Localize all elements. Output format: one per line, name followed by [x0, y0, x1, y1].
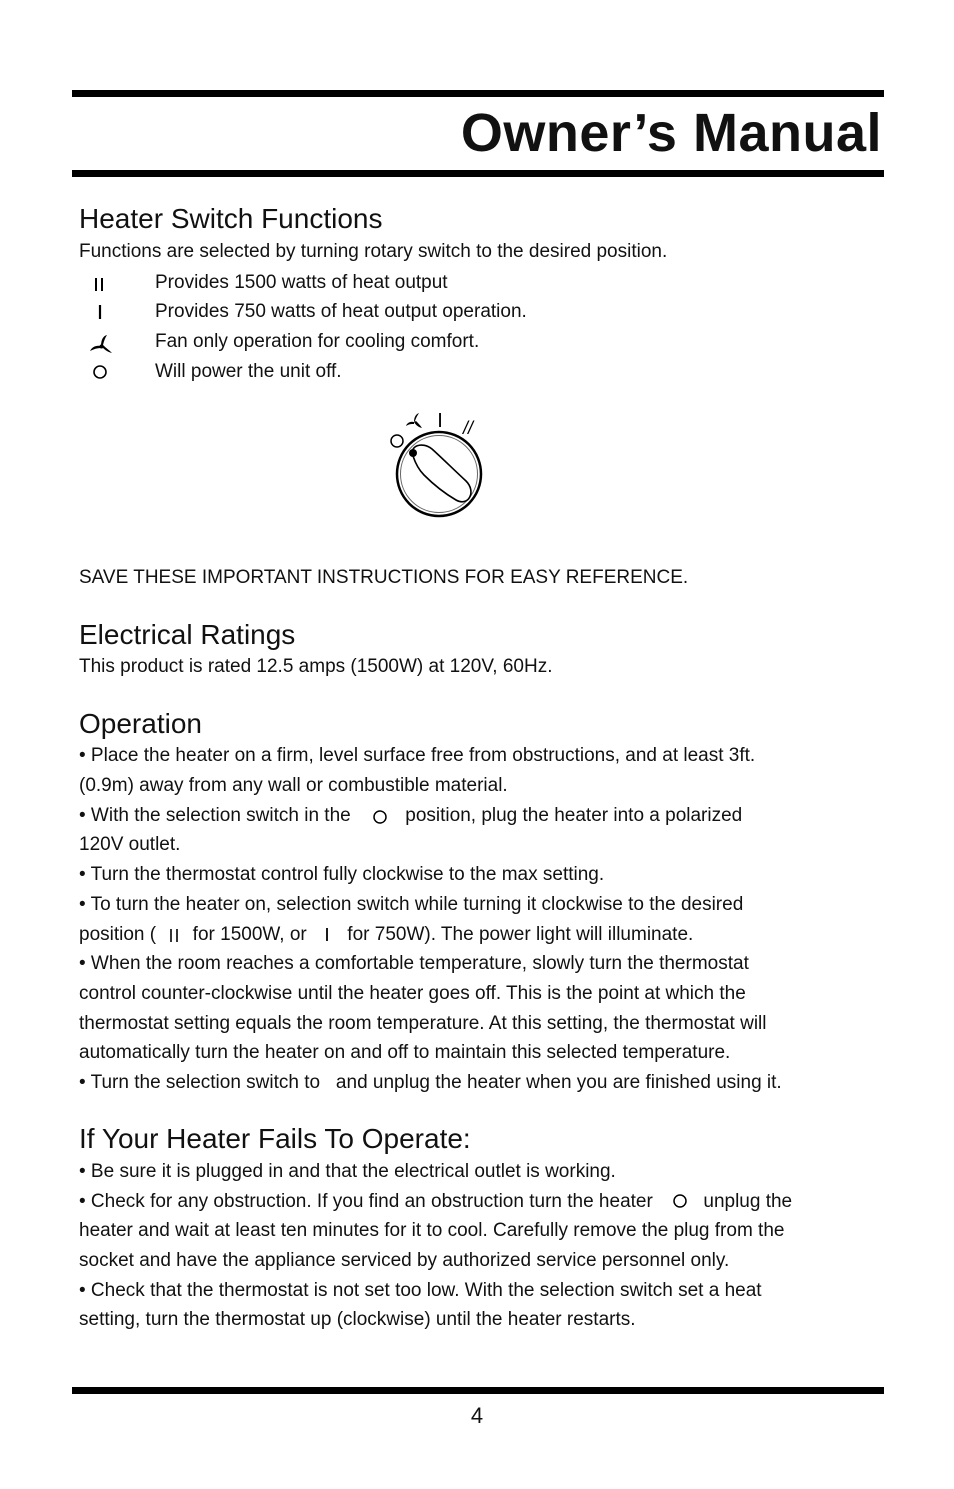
off-circle-icon: [658, 1192, 698, 1212]
single-bar-icon: [79, 300, 123, 324]
switch-item-label: Provides 750 watts of heat output operation.: [155, 301, 527, 322]
operation-line: control counter-clockwise until the heater goes off. This is the point at which the: [79, 983, 746, 1004]
dial-label-one: I: [437, 410, 443, 432]
off-circle-icon: [79, 360, 123, 384]
section-heading-electrical: Electrical Ratings: [79, 619, 296, 650]
troubleshoot-line: • Be sure it is plugged in and that the electrical outlet is working.: [79, 1161, 616, 1182]
operation-line: (0.9m) away from any wall or combustible material.: [79, 775, 508, 796]
troubleshoot-line: [79, 1190, 792, 1214]
operation-line: • Turn the thermostat control fully clockwise to the max setting.: [79, 864, 605, 885]
operation-line: automatically turn the heater on and off to maintain this selected temperature.: [79, 1042, 731, 1063]
top-rule: [72, 90, 884, 97]
page-title: Owner’s Manual: [460, 103, 882, 163]
operation-line: • When the room reaches a comfortable temperature, slowly turn the thermostat: [79, 953, 749, 974]
dial-pointer-dot: [409, 449, 417, 457]
operation-line: 120V outlet.: [79, 834, 181, 855]
troubleshoot-line: heater and wait at least ten minutes for it to cool. Carefully remove the plug from the: [79, 1220, 785, 1241]
operation-line: • To turn the heater on, selection switch while turning it clockwise to the desired: [79, 894, 744, 915]
section-heading-fails-to-operate: If Your Heater Fails To Operate:: [79, 1123, 471, 1154]
switch-functions-intro: Functions are selected by turning rotary switch to the desired position.: [79, 241, 668, 262]
dial-fan-icon: [406, 413, 422, 428]
operation-line: thermostat setting equals the room temperature. At this setting, the thermostat will: [79, 1013, 767, 1034]
save-instructions-note: SAVE THESE IMPORTANT INSTRUCTIONS FOR EASY REFERENCE.: [79, 567, 689, 588]
operation-text: position (: [79, 924, 157, 945]
operation-text: for 750W). The power light will illuminate.: [347, 924, 694, 945]
troubleshoot-text: unplug the: [703, 1191, 793, 1212]
dial-label-two: //: [462, 418, 474, 438]
troubleshoot-line: socket and have the appliance serviced by authorized service personnel only.: [79, 1250, 730, 1271]
operation-text: position, plug the heater into a polarized: [405, 805, 743, 826]
operation-line: [79, 804, 742, 828]
operation-text: for 1500W, or: [192, 924, 307, 945]
troubleshoot-line: setting, turn the thermostat up (clockwise) until the heater restarts.: [79, 1309, 636, 1330]
fan-icon: [79, 330, 123, 358]
operation-line: • Turn the selection switch to and unplug the heater when you are finished using it.: [79, 1072, 782, 1093]
double-bar-icon: [79, 271, 123, 295]
page-number: 4: [470, 1403, 484, 1428]
electrical-rating-text: This product is rated 12.5 amps (1500W) at 120V, 60Hz.: [79, 656, 553, 677]
troubleshoot-line: • Check that the thermostat is not set too low. With the selection switch set a heat: [79, 1280, 762, 1301]
dial-off-circle-icon: [391, 435, 403, 447]
switch-item-label: Provides 1500 watts of heat output: [155, 272, 448, 293]
double-bar-icon: [161, 925, 187, 945]
single-bar-icon: [312, 925, 342, 945]
rotary-switch-diagram: [382, 404, 492, 522]
section-heading-switch-functions: Heater Switch Functions: [79, 203, 383, 234]
off-circle-icon: [356, 806, 400, 826]
title-underline-rule: [72, 170, 884, 177]
switch-item-label: Fan only operation for cooling comfort.: [155, 331, 480, 352]
dial-knob-grip: [412, 445, 471, 502]
section-heading-operation: Operation: [79, 708, 202, 739]
operation-line: [79, 923, 693, 947]
footer-rule: [72, 1387, 884, 1394]
operation-text: • With the selection switch in the: [79, 805, 351, 826]
troubleshoot-text: • Check for any obstruction. If you find an obstruction turn the heater: [79, 1191, 653, 1212]
operation-line: • Place the heater on a firm, level surface free from obstructions, and at least 3ft.: [79, 745, 756, 766]
switch-item-label: Will power the unit off.: [155, 361, 342, 382]
